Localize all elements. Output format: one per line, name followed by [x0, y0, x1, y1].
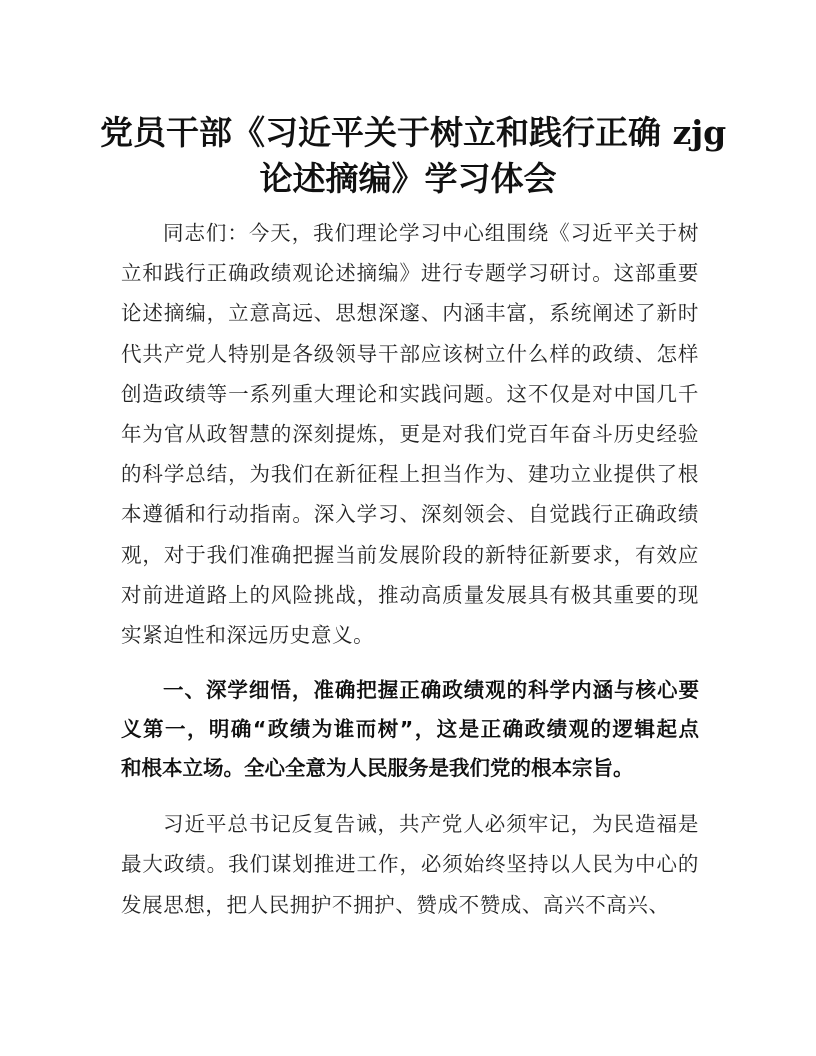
- paragraph-line: 发展思想，把人民拥护不拥护、赞成不赞成、高兴不高兴、: [121, 892, 670, 917]
- document-body: [121, 213, 699, 925]
- paragraph-intro: [121, 213, 699, 655]
- paragraph-line: 年为官从政智慧的深刻提炼，更是对我们党百年奋斗历史经验: [121, 422, 699, 447]
- heading-line: 和根本立场。全心全意为人民服务是我们党的根本宗旨。: [121, 756, 634, 781]
- paragraph-line: 立和践行正确政绩观论述摘编》进行专题学习研讨。这部重要: [121, 261, 699, 286]
- paragraph-line: 习近平总书记反复告诫，共产党人必须牢记，为民造福是: [163, 812, 699, 837]
- paragraph-line: 对前进道路上的风险挑战，推动高质量发展具有极其重要的现: [121, 582, 699, 607]
- paragraph-line: 实紧迫性和深远历史意义。: [121, 623, 375, 648]
- title-line-1: 党员干部《习近平关于树立和践行正确 zjg: [100, 113, 727, 152]
- paragraph-line: 创造政绩等一系列重大理论和实践问题。这不仅是对中国几千: [121, 381, 699, 406]
- paragraph-line: 同志们：今天，我们理论学习中心组围绕《习近平关于树: [163, 221, 699, 245]
- paragraph-line: 代共产党人特别是各级领导干部应该树立什么样的政绩、怎样: [121, 341, 699, 366]
- heading-line: 一、深学细悟，准确把握正确政绩观的科学内涵与核心要: [163, 678, 699, 703]
- paragraph-section-1: [121, 804, 699, 925]
- paragraph-line: 本遵循和行动指南。深入学习、深刻领会、自觉践行正确政绩: [121, 502, 699, 527]
- section-heading-1: [121, 671, 699, 788]
- paragraph-line: 观，对于我们准确把握当前发展阶段的新特征新要求，有效应: [121, 542, 699, 567]
- title-line-2: 论述摘编》学习体会: [259, 159, 557, 198]
- heading-line: 义第一，明确“政绩为谁而树”，这是正确政绩观的逻辑起点: [121, 717, 699, 742]
- document-title: [100, 110, 727, 202]
- paragraph-line: 论述摘编，立意高远、思想深邃、内涵丰富，系统阐述了新时: [121, 301, 699, 326]
- paragraph-line: 最大政绩。我们谋划推进工作，必须始终坚持以人民为中心的: [121, 852, 699, 877]
- paragraph-line: 的科学总结，为我们在新征程上担当作为、建功立业提供了根: [121, 462, 699, 487]
